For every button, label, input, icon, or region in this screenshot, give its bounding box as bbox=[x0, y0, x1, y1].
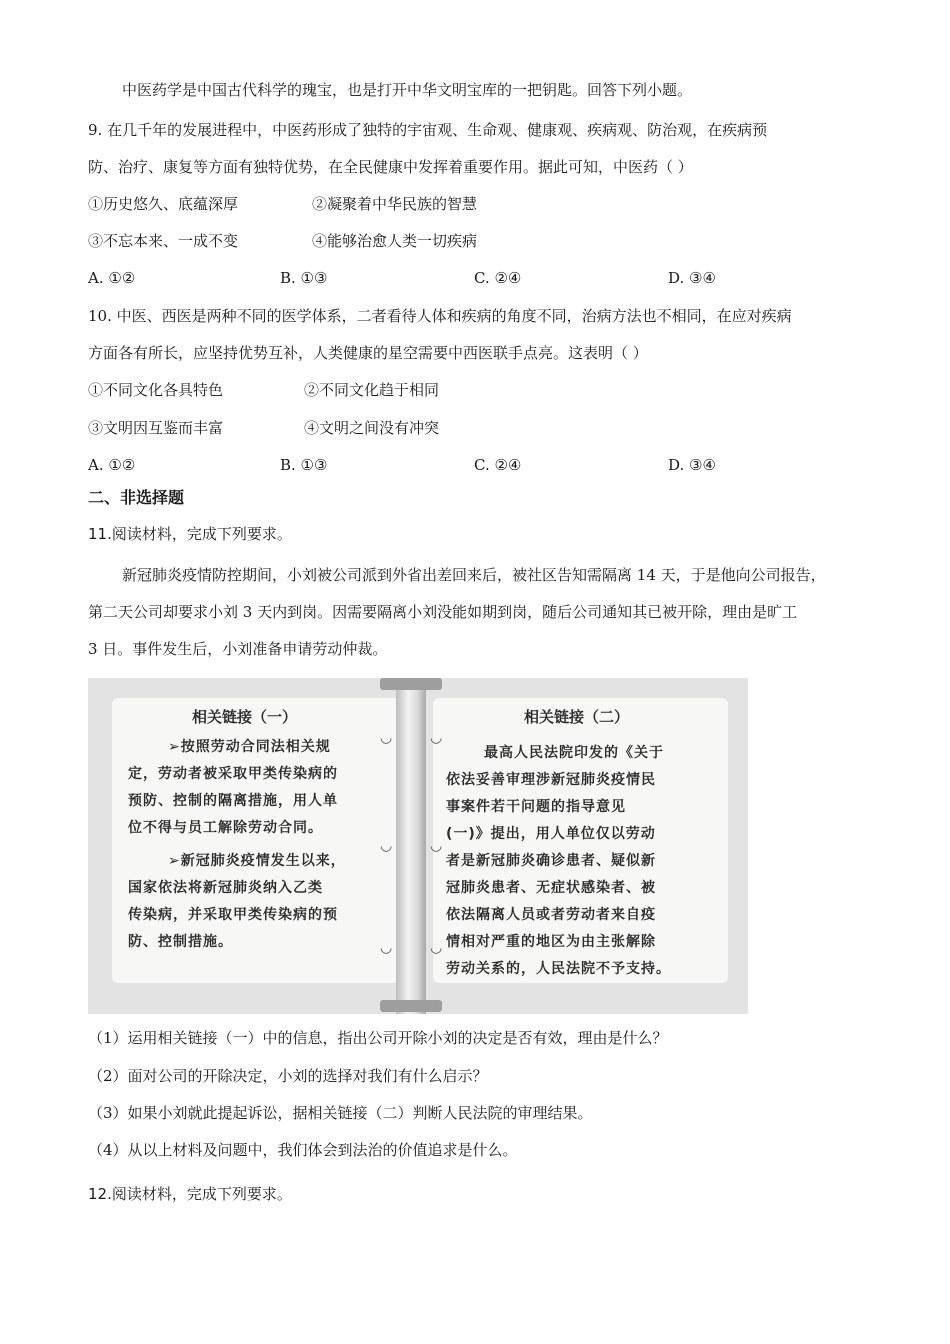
q11-heading: 11.阅读材料，完成下列要求。 bbox=[88, 525, 292, 543]
scroll-hook-icon: ◡ bbox=[380, 838, 393, 854]
intro-text: 中医药学是中国古代科学的瑰宝，也是打开中华文明宝库的一把钥匙。回答下列小题。 bbox=[122, 81, 693, 99]
section-heading: 二、非选择题 bbox=[88, 488, 185, 507]
q9-choice-d[interactable]: D. ③④ bbox=[668, 269, 716, 287]
pillar-top-cap bbox=[380, 678, 442, 690]
related-link-2-line: 依法隔离人员或者劳动者来自疫 bbox=[446, 907, 656, 923]
q11-material-line2: 第二天公司却要求小刘 3 天内到岗。因需要隔离小刘没能如期到岗，随后公司通知其已被开除，理由是旷工 bbox=[88, 603, 798, 621]
related-link-1-line: 防、控制措施。 bbox=[128, 934, 233, 950]
related-link-2-line: 劳动关系的，人民法院不予支持。 bbox=[446, 961, 671, 977]
q10-choice-c[interactable]: C. ②④ bbox=[474, 456, 522, 474]
related-link-1-text bbox=[128, 734, 346, 956]
related-link-2-line: 最高人民法院印发的《关于 bbox=[484, 745, 664, 761]
q9-choice-b[interactable]: B. ①③ bbox=[280, 269, 328, 287]
related-link-1-line: 定，劳动者被采取甲类传染病的 bbox=[128, 766, 338, 782]
related-link-1-line: ➢按照劳动合同法相关规 bbox=[168, 739, 331, 755]
q10-choice-a[interactable]: A. ①② bbox=[88, 456, 136, 474]
related-link-2-line: (一)》提出，用人单位仅以劳动 bbox=[446, 826, 656, 842]
q10-item-3: ③文明因互鉴而丰富 bbox=[88, 419, 224, 437]
related-link-1-line: 预防、控制的隔离措施，用人单 bbox=[128, 793, 338, 809]
scroll-hook-icon: ◡ bbox=[430, 940, 443, 956]
related-link-2-line: 情相对严重的地区为由主张解除 bbox=[446, 934, 656, 950]
related-link-2-line: 事案件若干问题的指导意见 bbox=[446, 799, 626, 815]
related-link-2-line: 冠肺炎患者、无症状感染者、被 bbox=[446, 880, 656, 896]
q11-subquestion-4: （4）从以上材料及问题中，我们体会到法治的价值追求是什么。 bbox=[88, 1141, 518, 1159]
divider-pillar bbox=[396, 678, 426, 1014]
q12-heading: 12.阅读材料，完成下列要求。 bbox=[88, 1185, 292, 1203]
scroll-hook-icon: ◡ bbox=[380, 940, 393, 956]
related-link-2-line: 者是新冠肺炎确诊患者、疑似新 bbox=[446, 853, 656, 869]
pillar-bottom-cap bbox=[380, 1000, 442, 1012]
scroll-hook-icon: ◡ bbox=[380, 730, 393, 746]
related-links-figure bbox=[88, 678, 748, 1014]
q10-item-2: ②不同文化趋于相同 bbox=[304, 381, 440, 399]
q11-material-line3: 3 日。事件发生后，小刘准备申请劳动仲裁。 bbox=[88, 640, 388, 658]
q10-item-1: ①不同文化各具特色 bbox=[88, 381, 224, 399]
related-link-1-title: 相关链接（一） bbox=[192, 708, 298, 726]
q10-stem-line2: 方面各有所长，应坚持优势互补，人类健康的星空需要中西医联手点亮。这表明（ ） bbox=[88, 344, 648, 362]
q11-material-line1: 新冠肺炎疫情防控期间，小刘被公司派到外省出差回来后，被社区告知需隔离 14 天，于是他向公司报告， bbox=[122, 566, 826, 584]
q10-stem-line1: 10. 中医、西医是两种不同的医学体系，二者看待人体和疾病的角度不同，治病方法也不相同，在应对疾病 bbox=[88, 307, 792, 325]
q9-stem-line1: 9. 在几千年的发展进程中，中医药形成了独特的宇宙观、生命观、健康观、疾病观、防治观，在疾病预 bbox=[88, 121, 768, 139]
related-link-1-line: 国家依法将新冠肺炎纳入乙类 bbox=[128, 880, 323, 896]
q11-subquestion-3: （3）如果小刘就此提起诉讼，据相关链接（二）判断人民法院的审理结果。 bbox=[88, 1104, 593, 1122]
q10-choice-d[interactable]: D. ③④ bbox=[668, 456, 716, 474]
q9-item-1: ①历史悠久、底蕴深厚 bbox=[88, 195, 239, 213]
related-link-1-line: 传染病，并采取甲类传染病的预 bbox=[128, 907, 338, 923]
related-link-1-line: ➢新冠肺炎疫情发生以来， bbox=[168, 853, 346, 869]
q9-item-2: ②凝聚着中华民族的智慧 bbox=[312, 195, 478, 213]
q9-choice-a[interactable]: A. ①② bbox=[88, 269, 136, 287]
related-link-1-line: 位不得与员工解除劳动合同。 bbox=[128, 820, 323, 836]
related-link-2-title: 相关链接（二） bbox=[524, 708, 630, 726]
q11-subquestion-2: （2）面对公司的开除决定，小刘的选择对我们有什么启示？ bbox=[88, 1067, 488, 1085]
q9-stem-line2: 防、治疗、康复等方面有独特优势，在全民健康中发挥着重要作用。据此可知，中医药（ ） bbox=[88, 158, 693, 176]
scroll-hook-icon: ◡ bbox=[430, 730, 443, 746]
q10-item-4: ④文明之间没有冲突 bbox=[304, 419, 440, 437]
q9-choice-c[interactable]: C. ②④ bbox=[474, 269, 522, 287]
related-link-2-text bbox=[446, 740, 671, 983]
scroll-hook-icon: ◡ bbox=[430, 838, 443, 854]
related-link-2-line: 依法妥善审理涉新冠肺炎疫情民 bbox=[446, 772, 656, 788]
q9-item-4: ④能够治愈人类一切疾病 bbox=[312, 232, 478, 250]
q11-subquestion-1: （1）运用相关链接（一）中的信息，指出公司开除小刘的决定是否有效，理由是什么？ bbox=[88, 1029, 668, 1047]
q9-item-3: ③不忘本来、一成不变 bbox=[88, 232, 239, 250]
q10-choice-b[interactable]: B. ①③ bbox=[280, 456, 328, 474]
